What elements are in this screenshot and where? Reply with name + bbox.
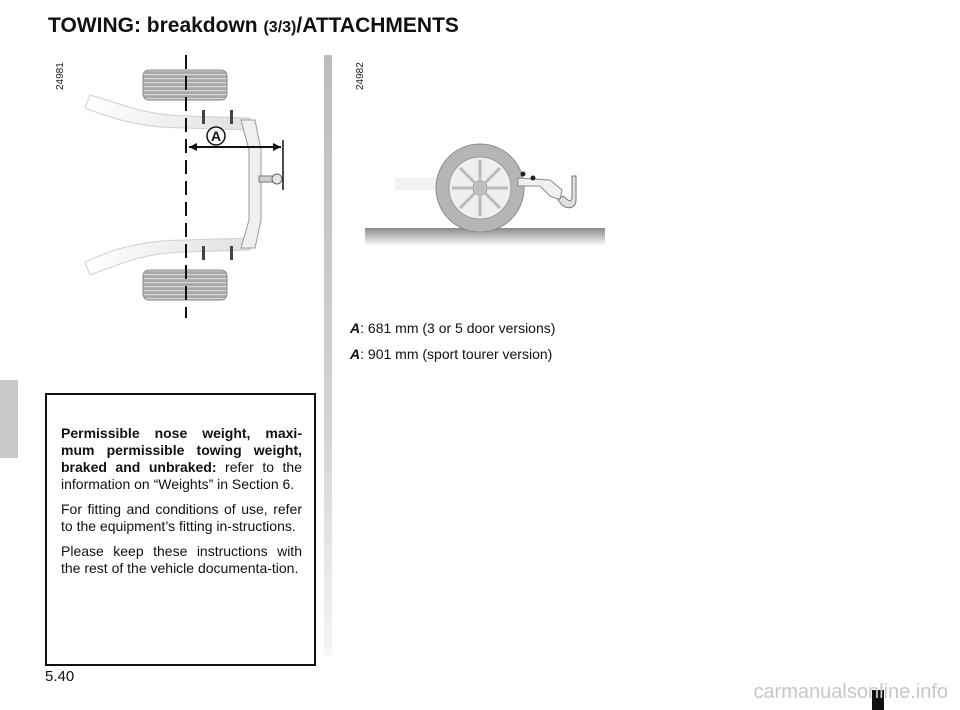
spec-key: A (350, 320, 361, 336)
title-part: (3/3) (263, 19, 297, 36)
page-title (48, 14, 459, 38)
tow-ball (272, 174, 282, 184)
dimension-specs (350, 320, 555, 372)
title-main: TOWING: breakdown (48, 14, 264, 37)
towbar-side-view-diagram (350, 50, 620, 270)
dimension-label: A (210, 128, 222, 144)
column-divider (324, 55, 332, 655)
note-paragraph: Please keep these instructions with the rest of the vehicle documenta-tion. (61, 543, 302, 576)
note-text: refer to the information on “Weights” in Section 6. (61, 459, 302, 492)
towbar-top-view-diagram (45, 50, 325, 320)
watermark: carmanualsonline.info (753, 681, 948, 703)
spec-line (350, 320, 555, 336)
tow-bar-body (518, 178, 562, 200)
figure-side-view (350, 50, 620, 270)
section-tab (0, 380, 18, 458)
spec-key: A (350, 346, 361, 362)
figure-code: 24982 (355, 62, 366, 90)
info-note-box (45, 393, 316, 666)
spec-text: : 681 mm (3 or 5 door versions) (360, 320, 556, 336)
note-paragraph (61, 425, 302, 493)
tow-neck (259, 176, 273, 182)
note-paragraph: For fitting and conditions of use, refer to the equipment’s fitting in-structions. (61, 501, 302, 534)
tow-crossbar (241, 120, 261, 248)
figure-code: 24981 (55, 62, 66, 90)
spec-text: : 901 mm (sport tourer version) (360, 346, 553, 362)
spec-line (350, 346, 555, 362)
title-tail: /ATTACHMENTS (296, 14, 459, 37)
page-number: 5.40 (45, 668, 75, 685)
chassis-arm-bottom (85, 238, 250, 275)
figure-top-view (45, 50, 325, 320)
note-bold: Permissible nose weight, maxi-mum permissible towing weight, braked and unbraked: (61, 425, 302, 475)
